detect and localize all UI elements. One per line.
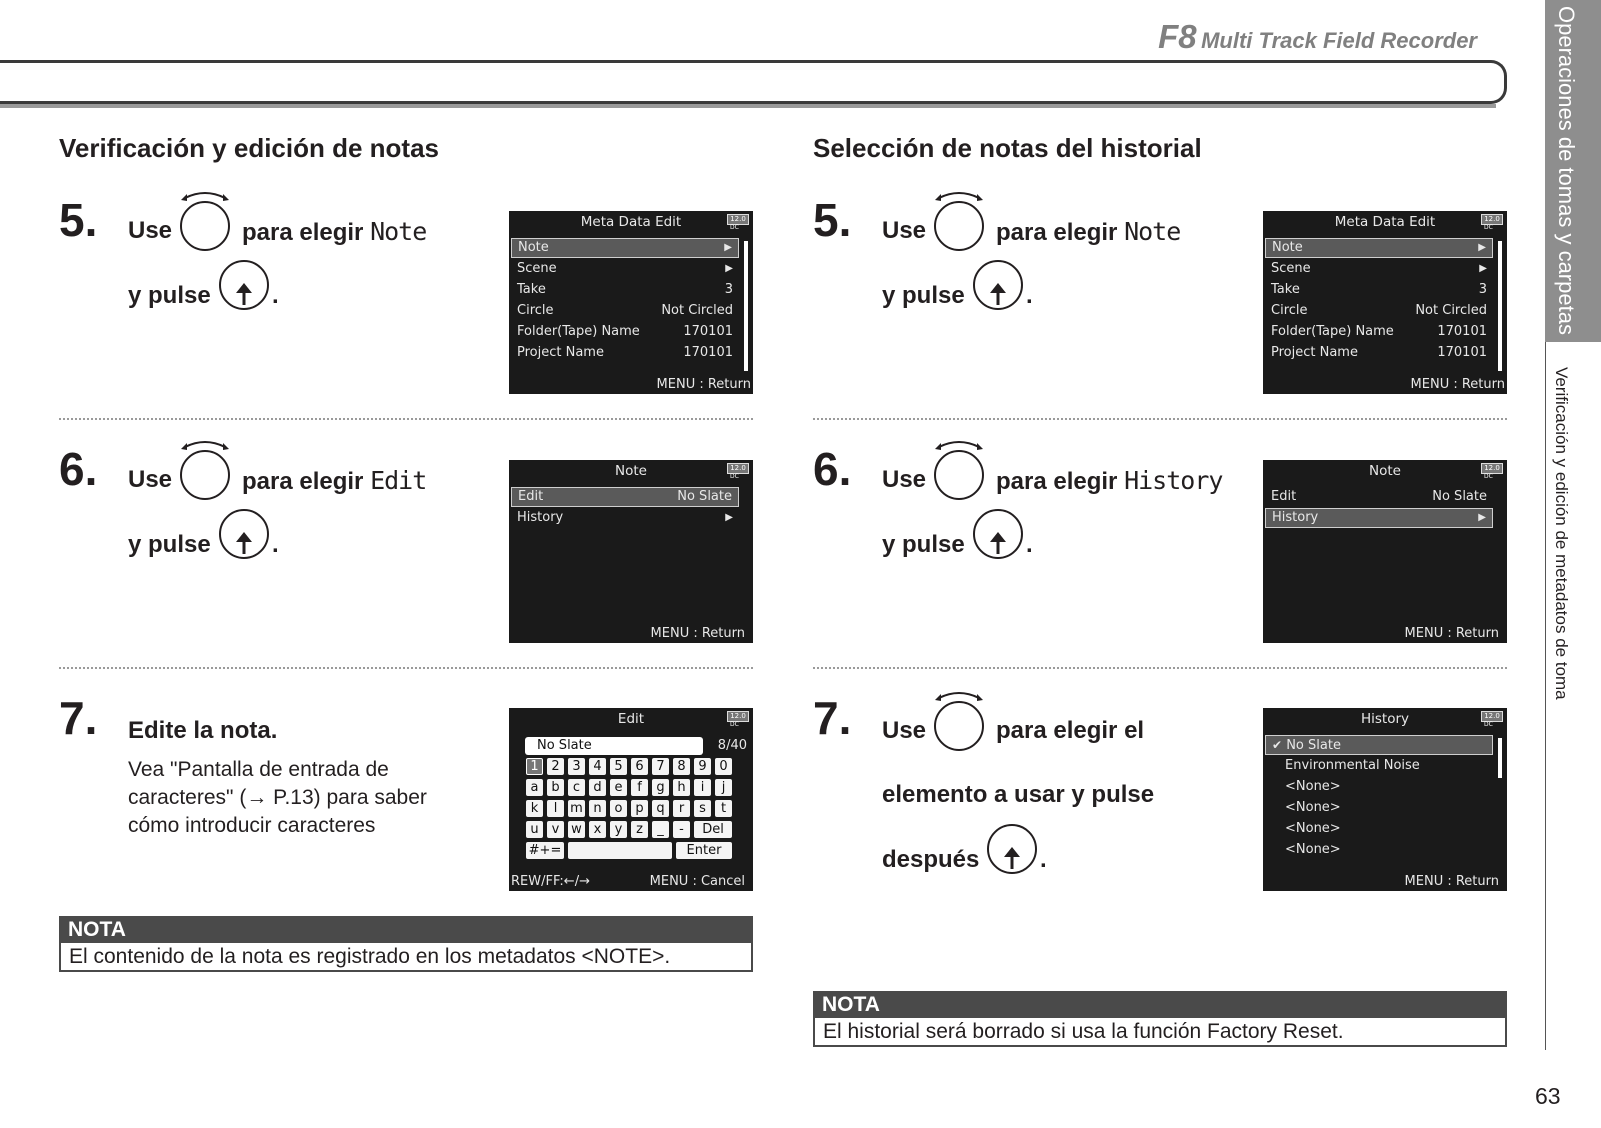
right-step7-choose: para elegir el <box>996 717 1145 744</box>
screen-footer: MENU : Return <box>1404 874 1499 889</box>
nota-body: El historial será borrado si usa la función Factory Reset. <box>813 1018 1507 1047</box>
menu-row-take[interactable]: Take 3 <box>1271 282 1487 297</box>
key[interactable]: y <box>610 821 627 838</box>
divider <box>813 418 1507 420</box>
battery-icon: 12.0 DC <box>727 463 749 479</box>
right-step7-use: Use <box>882 717 927 744</box>
screen-footer: MENU : Return <box>1410 377 1505 392</box>
history-item[interactable]: <None> <box>1285 842 1341 857</box>
key[interactable]: 2 <box>547 758 564 775</box>
text-input[interactable]: No Slate <box>525 737 703 755</box>
left-step5-dot: . <box>272 282 279 309</box>
key[interactable]: 0 <box>715 758 732 775</box>
divider <box>59 667 753 669</box>
dial-icon <box>931 439 987 501</box>
check-icon: ✔ <box>1272 738 1283 752</box>
history-item[interactable]: Environmental Noise <box>1285 758 1420 773</box>
right-step5-use: Use <box>882 217 927 244</box>
menu-row-note[interactable]: Note ▶ <box>511 238 739 258</box>
key[interactable]: w <box>568 821 585 838</box>
key[interactable]: c <box>568 779 585 796</box>
battery-icon: 12.0 DC <box>1481 463 1503 479</box>
press-dial-icon <box>972 508 1024 564</box>
header-title <box>1158 18 1477 56</box>
page-number: 63 <box>1535 1083 1561 1109</box>
menu-row-project[interactable]: Project Name 170101 <box>1271 345 1487 360</box>
menu-row-project[interactable]: Project Name 170101 <box>517 345 733 360</box>
menu-row-scene[interactable]: Scene ▶ <box>1271 261 1487 276</box>
key[interactable]: x <box>589 821 606 838</box>
right-step5-dot: . <box>1026 282 1033 309</box>
key[interactable]: h <box>673 779 690 796</box>
product-subtitle: Multi Track Field Recorder <box>1201 28 1477 53</box>
key[interactable]: 8 <box>673 758 690 775</box>
key[interactable]: p <box>631 800 648 817</box>
key[interactable]: n <box>589 800 606 817</box>
divider <box>813 667 1507 669</box>
history-item[interactable]: <None> <box>1285 800 1341 815</box>
right-step5-choose <box>996 217 1180 247</box>
menu-row-circle[interactable]: Circle Not Circled <box>517 303 733 318</box>
screen-title: Edit <box>617 711 645 727</box>
screen-footer: MENU : Return <box>650 626 745 641</box>
right-step7-line3: después <box>882 846 980 873</box>
dial-icon <box>177 439 233 501</box>
history-item-selected[interactable]: ✔ No Slate <box>1265 735 1493 755</box>
left-step6-dot: . <box>272 531 279 558</box>
battery-icon: 12.0 DC <box>727 214 749 230</box>
press-dial-icon <box>986 823 1038 879</box>
key[interactable]: i <box>694 779 711 796</box>
symbol-key[interactable]: #+= <box>526 842 564 859</box>
right-step6-dot: . <box>1026 531 1033 558</box>
header-bar <box>0 60 1507 104</box>
key[interactable]: e <box>610 779 627 796</box>
right-step5-number: 5. <box>813 194 852 246</box>
key[interactable]: g <box>652 779 669 796</box>
battery-icon: 12.0 DC <box>1481 214 1503 230</box>
left-step5-use: Use <box>128 217 173 244</box>
right-step5-item: Note <box>1124 217 1181 246</box>
press-dial-icon <box>972 259 1024 315</box>
left-section-title: Verificación y edición de notas <box>59 133 440 163</box>
key[interactable]: l <box>547 800 564 817</box>
key[interactable]: k <box>526 800 543 817</box>
left-step6-use: Use <box>128 466 173 493</box>
header-bar-shadow <box>0 104 1496 108</box>
menu-row-edit[interactable]: Edit No Slate <box>511 487 739 507</box>
history-item[interactable]: <None> <box>1285 779 1341 794</box>
right-step6-choose-text: para elegir <box>996 468 1118 495</box>
dial-icon <box>931 190 987 252</box>
key[interactable]: _ <box>652 821 669 838</box>
screen-footer-left: REW/FF:←/→ <box>511 874 590 889</box>
key[interactable]: r <box>673 800 690 817</box>
key[interactable]: 5 <box>610 758 627 775</box>
scrollbar <box>744 241 748 371</box>
space-key[interactable] <box>568 842 672 859</box>
char-count: 8/40 <box>717 738 747 753</box>
key[interactable]: t <box>715 800 732 817</box>
key[interactable]: v <box>547 821 564 838</box>
screen-title: Meta Data Edit <box>580 214 682 230</box>
right-step7-line2: elemento a usar y pulse <box>882 781 1155 808</box>
left-step7-text: Edite la nota. <box>128 717 278 744</box>
key[interactable]: b <box>547 779 564 796</box>
side-tab-label: Operaciones de tomas y carpetas <box>1554 6 1579 335</box>
key[interactable]: 1 <box>526 758 543 775</box>
screen-footer-right: MENU : Cancel <box>649 874 745 889</box>
key[interactable]: 7 <box>652 758 669 775</box>
right-step7-dot: . <box>1040 846 1047 873</box>
left-step6-number: 6. <box>59 443 98 495</box>
screen-title: Meta Data Edit <box>1334 214 1436 230</box>
battery-icon: 12.0 DC <box>727 711 749 727</box>
side-section-label: Verificación y edición de metadatos de toma <box>1552 367 1571 700</box>
left-step5-number: 5. <box>59 194 98 246</box>
scrollbar <box>1498 241 1502 371</box>
screen-history <box>1263 708 1507 891</box>
screen-note-left <box>509 460 753 643</box>
left-step7-description: Vea "Pantalla de entrada de caracteres" (→ P.13) para saber cómo introducir caracteres <box>128 758 427 837</box>
left-step6-choose <box>242 466 426 496</box>
press-dial-icon <box>218 259 270 315</box>
screen-title: History <box>1360 711 1410 727</box>
delete-key[interactable]: Del <box>694 821 732 838</box>
product-name: F8 <box>1158 18 1197 55</box>
nota-header: NOTA <box>59 916 753 943</box>
right-step6-item: History <box>1124 466 1223 495</box>
press-dial-icon <box>218 508 270 564</box>
right-step5-choose-text: para elegir <box>996 219 1118 246</box>
key[interactable]: 6 <box>631 758 648 775</box>
key[interactable]: d <box>589 779 606 796</box>
screen-footer: MENU : Return <box>656 377 751 392</box>
key[interactable]: j <box>715 779 732 796</box>
right-step6-choose <box>996 466 1222 496</box>
key[interactable]: 4 <box>589 758 606 775</box>
left-step5-choose-text: para elegir <box>242 219 364 246</box>
dial-icon <box>931 690 987 752</box>
menu-row-history[interactable]: History ▶ <box>517 510 733 525</box>
left-step5-item: Note <box>370 217 427 246</box>
nota-header: NOTA <box>813 991 1507 1018</box>
menu-row-folder[interactable]: Folder(Tape) Name 170101 <box>1271 324 1487 339</box>
side-divider <box>1545 342 1546 1050</box>
key[interactable]: - <box>673 821 690 838</box>
screen-meta-data-edit-right <box>1263 211 1507 394</box>
key[interactable]: 9 <box>694 758 711 775</box>
menu-row-edit[interactable]: Edit No Slate <box>1271 489 1487 504</box>
scrollbar <box>1498 738 1502 778</box>
key[interactable]: u <box>526 821 543 838</box>
enter-key[interactable]: Enter <box>676 842 732 859</box>
menu-row-history[interactable]: History ▶ <box>1265 508 1493 528</box>
left-step5-press: y pulse <box>128 282 211 309</box>
left-step5-choose <box>242 217 426 247</box>
right-step5-press: y pulse <box>882 282 965 309</box>
key[interactable]: o <box>610 800 627 817</box>
menu-row-take[interactable]: Take 3 <box>517 282 733 297</box>
dial-icon <box>177 190 233 252</box>
screen-meta-data-edit-left <box>509 211 753 394</box>
menu-row-circle[interactable]: Circle Not Circled <box>1271 303 1487 318</box>
key[interactable]: q <box>652 800 669 817</box>
right-step6-number: 6. <box>813 443 852 495</box>
key[interactable]: s <box>694 800 711 817</box>
right-step7-number: 7. <box>813 692 852 744</box>
key[interactable]: a <box>526 779 543 796</box>
left-step7-number: 7. <box>59 692 98 744</box>
screen-edit-keyboard <box>509 708 753 891</box>
divider <box>59 418 753 420</box>
menu-row-note[interactable]: Note ▶ <box>1265 238 1493 258</box>
screen-note-right <box>1263 460 1507 643</box>
right-section-title: Selección de notas del historial <box>813 133 1202 163</box>
nota-body: El contenido de la nota es registrado en los metadatos <NOTE>. <box>59 943 753 972</box>
screen-title: Note <box>615 463 647 479</box>
battery-icon: 12.0 DC <box>1481 711 1503 727</box>
left-step6-item: Edit <box>370 466 427 495</box>
screen-footer: MENU : Return <box>1404 626 1499 641</box>
history-item[interactable]: <None> <box>1285 821 1341 836</box>
left-step6-press: y pulse <box>128 531 211 558</box>
menu-row-scene[interactable]: Scene ▶ <box>517 261 733 276</box>
key[interactable]: m <box>568 800 585 817</box>
right-step6-use: Use <box>882 466 927 493</box>
left-step6-choose-text: para elegir <box>242 468 364 495</box>
key[interactable]: 3 <box>568 758 585 775</box>
key[interactable]: f <box>631 779 648 796</box>
menu-row-folder[interactable]: Folder(Tape) Name 170101 <box>517 324 733 339</box>
right-step6-press: y pulse <box>882 531 965 558</box>
key[interactable]: z <box>631 821 648 838</box>
screen-title: Note <box>1369 463 1401 479</box>
